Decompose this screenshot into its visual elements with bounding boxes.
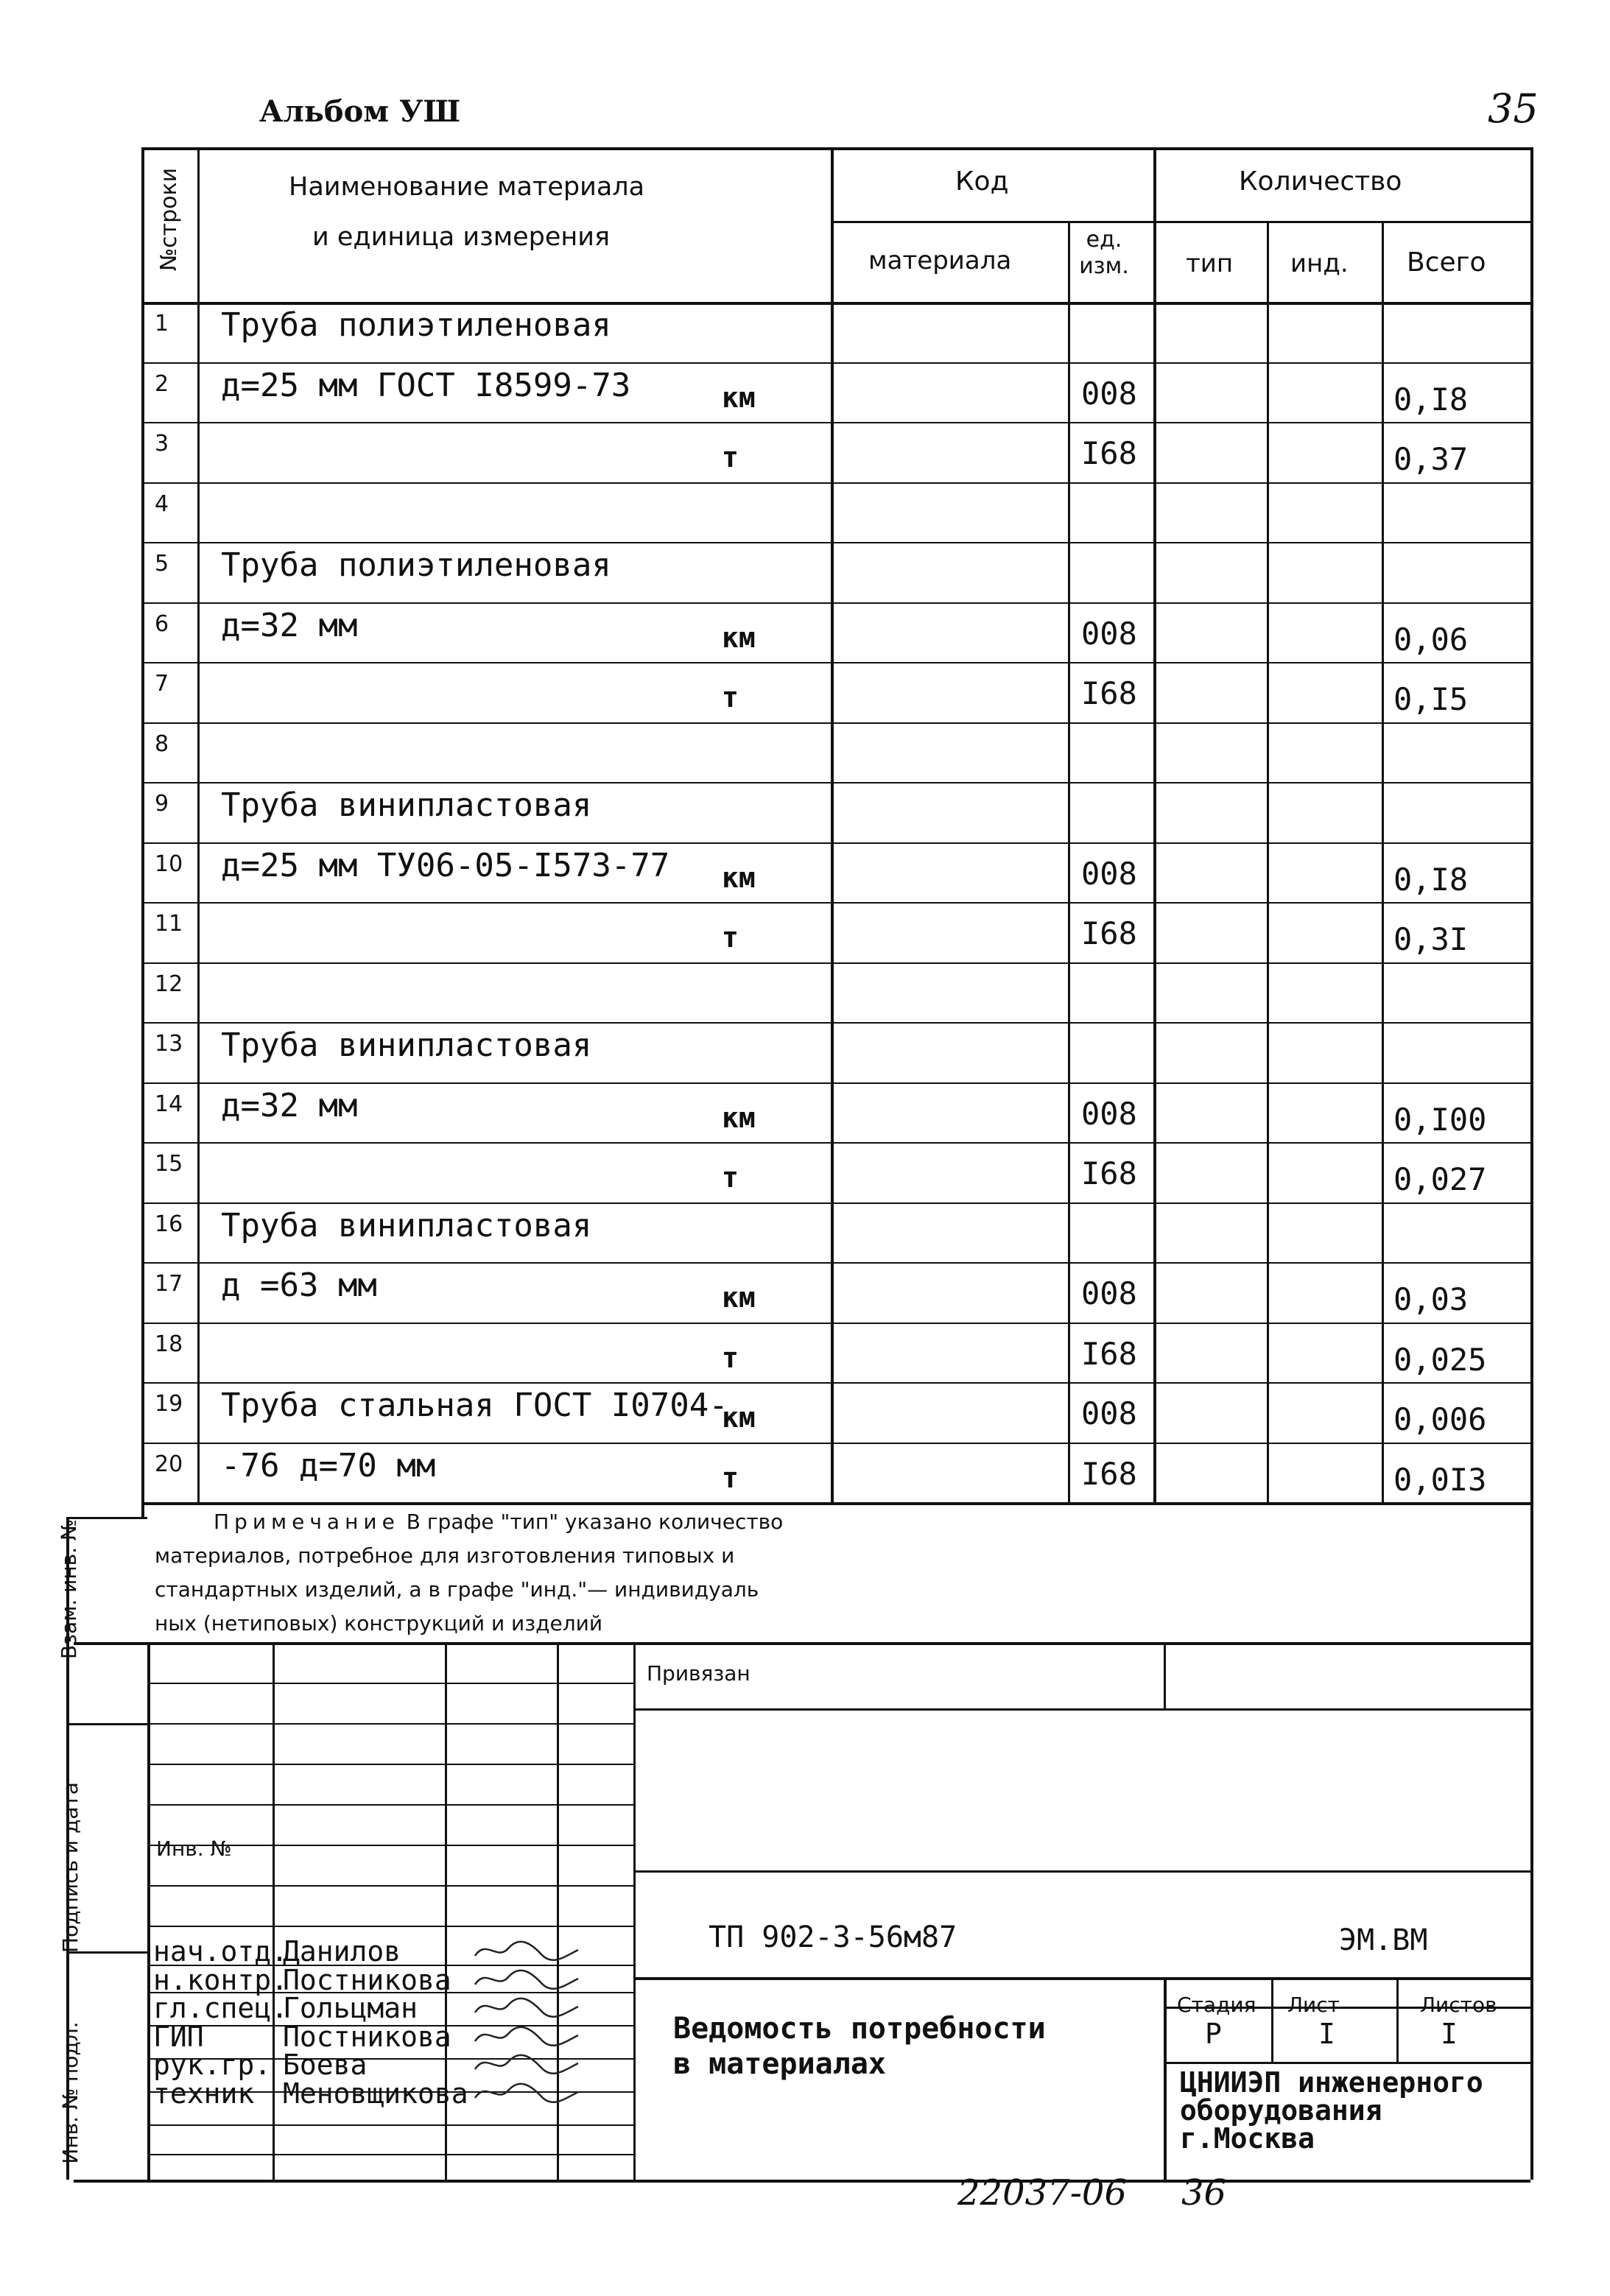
- code-unit: I68: [1081, 1155, 1137, 1191]
- row-number: 2: [155, 370, 169, 397]
- table-row: [0, 1443, 1610, 1503]
- row-number: 5: [155, 551, 169, 577]
- table-row: [0, 1142, 1610, 1202]
- table-row: [0, 842, 1610, 903]
- grid-line: [141, 1142, 1530, 1144]
- code-unit: 008: [1081, 375, 1137, 412]
- page-number: 35: [1488, 85, 1539, 132]
- note-line1: [214, 1510, 783, 1534]
- unit: т: [722, 441, 739, 473]
- stamp-sheet-label: Лист: [1287, 1993, 1340, 2017]
- stamp-sheet: I: [1318, 2018, 1335, 2050]
- header-code-material: материала: [868, 246, 1012, 275]
- grid-line: [141, 362, 1530, 364]
- header-code-unit-text: ед. изм.: [1079, 227, 1129, 279]
- header-code-unit: [1075, 227, 1133, 280]
- code-unit: I68: [1081, 1455, 1137, 1492]
- unit: км: [722, 1101, 756, 1134]
- table-row: [0, 1262, 1610, 1323]
- grid-line: [831, 221, 1530, 223]
- grid-line: [141, 147, 1530, 150]
- signature-scribble: [471, 1935, 582, 1965]
- grid-line: [141, 1262, 1530, 1264]
- grid-line: [1396, 1977, 1399, 2062]
- table-row: [0, 1202, 1610, 1263]
- header-qty-ind: инд.: [1290, 249, 1349, 278]
- qty-total: 0,027: [1393, 1161, 1487, 1197]
- qty-total: 0,0I3: [1393, 1461, 1487, 1498]
- grid-line: [1153, 147, 1156, 1502]
- grid-line: [1530, 147, 1533, 2180]
- qty-total: 0,I5: [1393, 681, 1469, 717]
- grid-line: [633, 1708, 1530, 1711]
- note-line3: стандартных изделий, а в графе "инд."— индивидуаль: [155, 1577, 759, 1602]
- qty-total: 0,006: [1393, 1401, 1487, 1437]
- grid-line: [633, 1642, 636, 2180]
- code-unit: 008: [1081, 1275, 1137, 1311]
- row-number: 10: [155, 851, 183, 877]
- signer-role: техник: [153, 2077, 255, 2110]
- table-row: [0, 602, 1610, 663]
- unit: т: [722, 1461, 739, 1494]
- unit: т: [722, 1161, 739, 1194]
- table-row: [0, 362, 1610, 423]
- unit: т: [722, 681, 739, 714]
- grid-line: [197, 147, 200, 1502]
- material-name: д=25 мм ГОСТ I8599-73: [221, 366, 631, 404]
- row-number: 6: [155, 610, 169, 637]
- grid-line: [831, 147, 834, 1502]
- grid-line: [141, 602, 1530, 604]
- row-number: 1: [155, 311, 169, 337]
- doc-footer: 22037-06: [957, 2172, 1127, 2214]
- header-name-line1: Наименование материала: [289, 172, 645, 202]
- unit: км: [722, 621, 756, 654]
- grid-line: [141, 1382, 1530, 1384]
- stamp-doc-code: ТП 902-3-56м87: [709, 1920, 957, 1954]
- grid-line: [141, 1443, 1530, 1444]
- grid-line: [141, 1082, 1530, 1084]
- grid-line: [147, 1926, 633, 1927]
- table-row: [0, 1082, 1610, 1143]
- table-row: [0, 722, 1610, 783]
- note-lead: Примечание: [214, 1510, 400, 1534]
- material-name: Труба полиэтиленовая: [221, 306, 611, 344]
- side-label-vzam: Взам. инв. №: [57, 1518, 81, 1660]
- row-number: 15: [155, 1151, 183, 1177]
- signature-scribble: [471, 1992, 582, 2021]
- stamp-title-line2: в материалах: [673, 2047, 886, 2081]
- grid-line: [1164, 1642, 1166, 1708]
- stamp-doc-mark: ЭМ.ВМ: [1339, 1923, 1428, 1957]
- grid-line: [1164, 2062, 1530, 2064]
- qty-total: 0,025: [1393, 1341, 1487, 1378]
- stamp-org-line3: г.Москва: [1180, 2122, 1315, 2155]
- table-row: [0, 1022, 1610, 1082]
- qty-total: 0,37: [1393, 441, 1469, 477]
- material-name: д=25 мм ТУ06-05-I573-77: [221, 846, 670, 884]
- grid-line: [141, 782, 1530, 783]
- grid-line: [141, 902, 1530, 904]
- table-row: [0, 662, 1610, 722]
- unit: км: [722, 861, 756, 894]
- row-number: 12: [155, 971, 183, 997]
- header-quantity: Количество: [1239, 166, 1402, 197]
- grid-line: [141, 542, 1530, 543]
- row-number: 14: [155, 1091, 183, 1117]
- signature-scribble: [471, 2049, 582, 2078]
- grid-line: [1271, 1977, 1273, 2062]
- row-number: 18: [155, 1331, 183, 1357]
- grid-line: [74, 1642, 1530, 1645]
- material-name: д=32 мм: [221, 1086, 358, 1124]
- grid-line: [141, 1202, 1530, 1204]
- grid-line: [141, 962, 1530, 964]
- qty-total: 0,I8: [1393, 381, 1469, 418]
- grid-line: [147, 2124, 633, 2126]
- stamp-sheets-label: Листов: [1420, 1993, 1497, 2017]
- table-row: [0, 542, 1610, 602]
- code-unit: 008: [1081, 615, 1137, 652]
- signer-name: Меновщикова: [283, 2077, 468, 2110]
- qty-total: 0,03: [1393, 1281, 1469, 1317]
- material-name: Труба винипластовая: [221, 1026, 592, 1064]
- grid-line: [141, 662, 1530, 663]
- stamp-sheets: I: [1441, 2018, 1458, 2050]
- unit: км: [722, 1281, 756, 1314]
- signer-role: рук.гр.: [153, 2049, 272, 2081]
- code-unit: 008: [1081, 1095, 1137, 1132]
- row-number: 16: [155, 1211, 183, 1237]
- table-row: [0, 302, 1610, 362]
- grid-line: [147, 1764, 633, 1765]
- row-number: 4: [155, 490, 169, 517]
- grid-line: [147, 1683, 633, 1684]
- code-unit: 008: [1081, 1395, 1137, 1432]
- grid-line: [141, 147, 144, 1517]
- qty-total: 0,3I: [1393, 921, 1469, 957]
- grid-line: [1382, 221, 1384, 1502]
- material-name: д =63 мм: [221, 1267, 377, 1304]
- grid-line: [141, 482, 1530, 484]
- material-name: Труба винипластовая: [221, 1206, 592, 1244]
- signer-name: Постникова: [283, 1963, 451, 1996]
- row-number: 9: [155, 791, 169, 817]
- row-number: 11: [155, 911, 183, 937]
- row-number: 3: [155, 431, 169, 457]
- unit: км: [722, 381, 756, 414]
- signer-role: ГИП: [153, 2020, 204, 2053]
- header-qty-total: Всего: [1407, 247, 1486, 278]
- code-unit: I68: [1081, 435, 1137, 471]
- material-name: -76 д=70 мм: [221, 1446, 436, 1485]
- qty-total: 0,I00: [1393, 1101, 1487, 1138]
- note-line2: материалов, потребное для изготовления типовых и: [155, 1543, 735, 1568]
- table-row: [0, 962, 1610, 1023]
- code-unit: I68: [1081, 675, 1137, 711]
- material-name: Труба стальная ГОСТ I0704-: [221, 1387, 728, 1424]
- signer-role: нач.отд.: [153, 1935, 289, 1968]
- row-number: 13: [155, 1031, 183, 1057]
- table-row: [0, 482, 1610, 543]
- stamp-stage: Р: [1205, 2018, 1222, 2050]
- stamp-inv-no: Инв. №: [156, 1837, 232, 1861]
- row-number: 8: [155, 730, 169, 757]
- grid-line: [141, 1323, 1530, 1324]
- material-name: Труба полиэтиленовая: [221, 546, 611, 584]
- row-number: 17: [155, 1271, 183, 1297]
- stamp-org-line2: оборудования: [1180, 2094, 1382, 2127]
- grid-line: [147, 1885, 633, 1887]
- grid-line: [147, 1723, 633, 1725]
- signature-scribble: [471, 2077, 582, 2107]
- grid-line: [141, 842, 1530, 844]
- grid-line: [1267, 221, 1269, 1502]
- signer-name: Гольцман: [283, 1992, 418, 2024]
- material-name: д=32 мм: [221, 606, 358, 644]
- grid-line: [141, 1022, 1530, 1024]
- header-row-number: №строки: [156, 167, 182, 272]
- row-number: 19: [155, 1391, 183, 1417]
- grid-line: [141, 302, 1530, 305]
- grid-line: [147, 1804, 633, 1806]
- grid-line: [141, 422, 1530, 423]
- grid-line: [633, 1870, 1530, 1873]
- grid-line: [147, 2154, 633, 2155]
- stamp-org-line1: ЦНИИЭП инженерного: [1180, 2066, 1483, 2099]
- stamp-privyazan: Привязан: [647, 1661, 750, 1686]
- footer-page-number: 36: [1181, 2172, 1227, 2214]
- code-unit: I68: [1081, 1335, 1137, 1372]
- table-row: [0, 1323, 1610, 1383]
- signer-name: Постникова: [283, 2020, 451, 2053]
- grid-line: [66, 1723, 147, 1725]
- side-label-inv-podl: Инв. № подл.: [58, 2021, 82, 2164]
- unit: т: [722, 1341, 739, 1374]
- stamp-title-line1: Ведомость потребности: [673, 2012, 1046, 2046]
- signer-name: Данилов: [283, 1935, 401, 1968]
- signer-role: н.контр.: [153, 1963, 289, 1996]
- unit: т: [722, 921, 739, 954]
- note-line1-rest: В графе "тип" указано количество: [406, 1510, 784, 1534]
- header-qty-type: тип: [1186, 249, 1234, 278]
- grid-line: [141, 722, 1530, 724]
- table-row: [0, 1382, 1610, 1443]
- side-label-podpis: Подпись и дата: [58, 1782, 82, 1953]
- album-title: Альбом УШ: [259, 94, 461, 129]
- row-number: 7: [155, 671, 169, 697]
- qty-total: 0,06: [1393, 621, 1469, 658]
- signer-name: Боева: [283, 2049, 368, 2081]
- header-code: Код: [955, 166, 1009, 197]
- header-name-line2: и единица измерения: [312, 222, 611, 252]
- material-name: Труба винипластовая: [221, 786, 592, 824]
- note-line4: ных (нетиповых) конструкций и изделий: [155, 1611, 603, 1635]
- unit: км: [722, 1401, 756, 1434]
- grid-line: [1068, 221, 1070, 1502]
- stamp-stage-label: Стадия: [1177, 1993, 1256, 2017]
- signer-role: гл.спец.: [153, 1992, 289, 2024]
- grid-line: [141, 1502, 1530, 1505]
- code-unit: I68: [1081, 915, 1137, 951]
- signature-scribble: [471, 1964, 582, 1993]
- table-row: [0, 902, 1610, 962]
- qty-total: 0,I8: [1393, 861, 1469, 898]
- table-row: [0, 782, 1610, 842]
- code-unit: 008: [1081, 855, 1137, 892]
- table-row: [0, 422, 1610, 482]
- grid-line: [74, 2180, 1530, 2183]
- signature-scribble: [471, 2021, 582, 2050]
- row-number: 20: [155, 1451, 183, 1477]
